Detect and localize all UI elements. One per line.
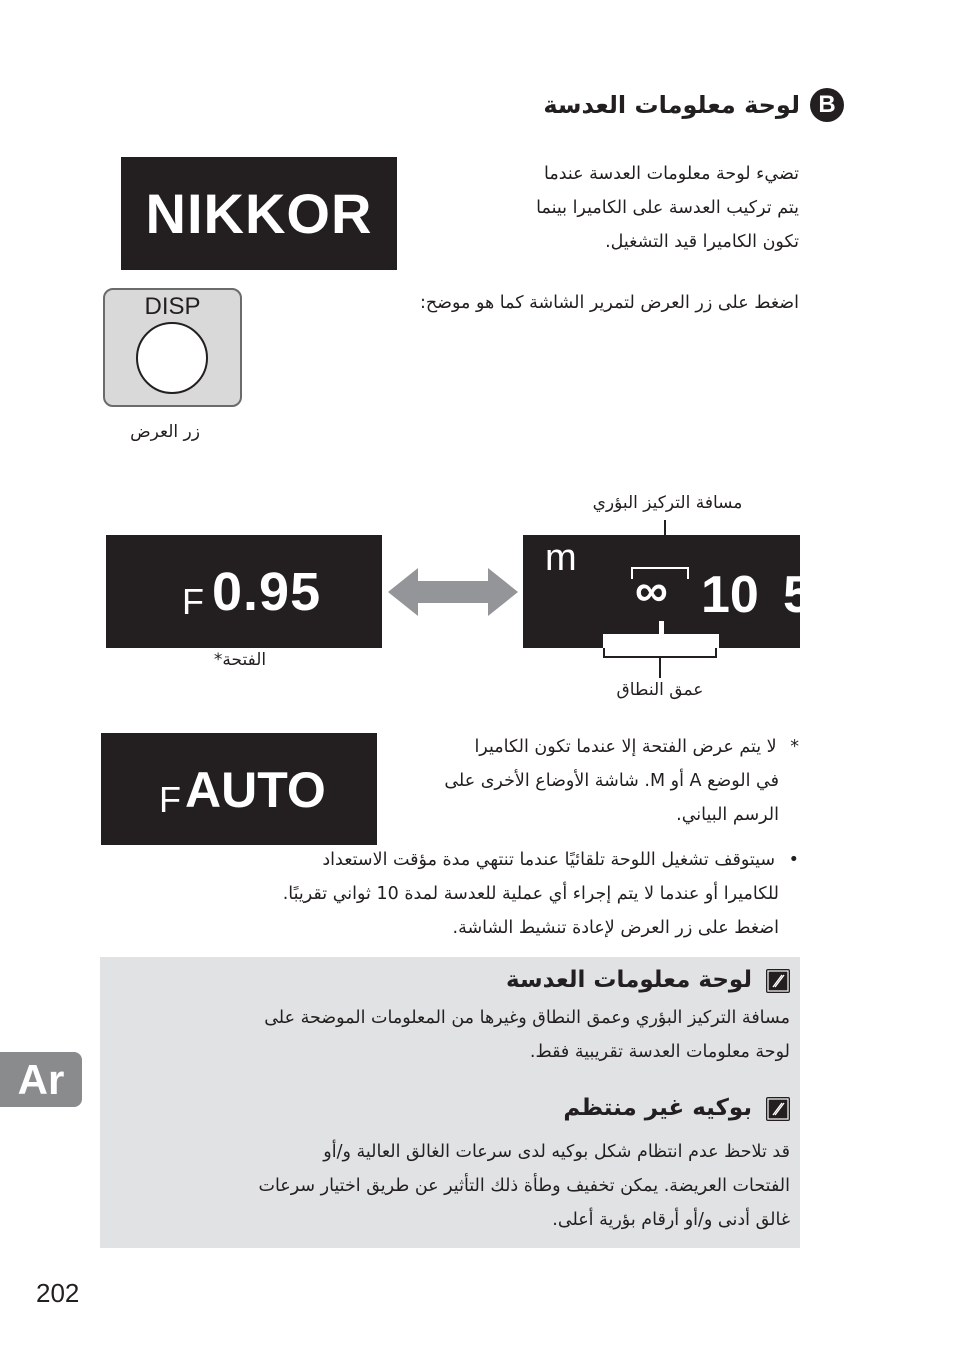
section-title: لوحة معلومات العدسة — [543, 91, 800, 119]
distance-scale-10: 10 — [701, 566, 759, 624]
footnote-line: * لا يتم عرض الفتحة إلا عندما تكون الكاميرا — [474, 737, 799, 757]
section-badge: B — [810, 88, 844, 122]
note-line: قد تلاحظ عدم انتظام شكل بوكيه لدى سرعات الغالق العالية و/أو — [323, 1142, 790, 1162]
bullet-line: اضغط على زر العرض لإعادة تنشيط الشاشة. — [452, 918, 779, 938]
language-tab[interactable]: Ar — [0, 1052, 82, 1107]
pencil-note-icon — [766, 1097, 790, 1121]
aperture-display — [106, 535, 382, 648]
intro-line: يتم تركيب العدسة على الكاميرا بينما — [536, 198, 799, 218]
page-number: 202 — [36, 1278, 80, 1308]
nikkor-text: NIKKOR — [145, 182, 373, 245]
intro-line: تضيء لوحة معلومات العدسة عندما — [544, 164, 799, 184]
note-lens-panel — [110, 963, 790, 1069]
bullet-line: للكاميرا أو عندما لا يتم إجراء أي عملية للعدسة لمدة 10 ثواني تقريبًا. — [282, 884, 779, 904]
intro-line: تكون الكاميرا قيد التشغيل. — [605, 232, 799, 252]
disp-button[interactable] — [103, 288, 242, 407]
instruction-text: اضغط على زر العرض لتمرير الشاشة كما هو موضح: — [419, 293, 799, 313]
distance-unit: m — [545, 537, 577, 579]
depth-of-field-caption: عمق النطاق — [616, 680, 704, 700]
note-lens-panel-title-row — [110, 963, 790, 997]
footnote-line: الرسم البياني. — [676, 805, 779, 825]
depth-of-field-pointer — [659, 658, 661, 678]
pencil-note-icon — [766, 969, 790, 993]
note-line: غالق أدنى و/أو أرقام بؤرية أعلى. — [552, 1210, 790, 1230]
double-arrow-icon — [388, 568, 518, 616]
bullet-marker: • — [788, 850, 799, 870]
footnote-marker: * — [790, 737, 799, 757]
standby-bullet — [119, 843, 799, 945]
note-lens-panel-body — [110, 1001, 790, 1069]
nikkor-display — [121, 157, 397, 270]
distance-display — [523, 535, 812, 648]
focus-distance-caption: مسافة التركيز البؤري — [592, 493, 743, 513]
disp-label: DISP — [144, 293, 201, 320]
footnote-line: في الوضع A أو M. شاشة الأوضاع الأخرى على — [444, 771, 779, 791]
aperture-prefix: F — [182, 581, 204, 622]
section-heading — [344, 88, 844, 122]
note-line: لوحة معلومات العدسة تقريبية فقط. — [529, 1042, 790, 1062]
disp-button-circle — [136, 322, 208, 394]
aperture-value: 0.95 — [212, 562, 322, 622]
note-bokeh — [100, 1091, 790, 1237]
note-bokeh-title-row — [100, 1091, 790, 1125]
note-bokeh-body — [100, 1135, 790, 1237]
focus-indicator — [659, 621, 664, 648]
aperture-caption: الفتحة* — [213, 650, 267, 670]
disp-caption: زر العرض — [130, 422, 200, 442]
depth-of-field-bracket — [603, 648, 717, 658]
note-line: الفتحات العريضة. يمكن تخفيف وطأة ذلك التأثير عن طريق اختيار سرعات — [258, 1176, 790, 1196]
notes-box — [100, 957, 800, 1248]
note-lens-panel-title: لوحة معلومات العدسة — [506, 967, 752, 993]
distance-scale-5: 5 — [783, 566, 812, 624]
footnote — [399, 730, 799, 832]
intro-paragraph — [399, 157, 799, 259]
note-bokeh-title: بوكيه غير منتظم — [563, 1095, 752, 1121]
auto-prefix: F — [159, 779, 181, 820]
bullet-line: • سيتوقف تشغيل اللوحة تلقائيًا عندما تنتهي مدة مؤقت الاستعداد — [322, 850, 799, 870]
auto-value: AUTO — [185, 762, 326, 818]
auto-display — [101, 733, 377, 845]
note-line: مسافة التركيز البؤري وعمق النطاق وغيرها من المعلومات الموضحة على — [264, 1008, 790, 1028]
infinity-symbol: ∞ — [635, 564, 668, 616]
